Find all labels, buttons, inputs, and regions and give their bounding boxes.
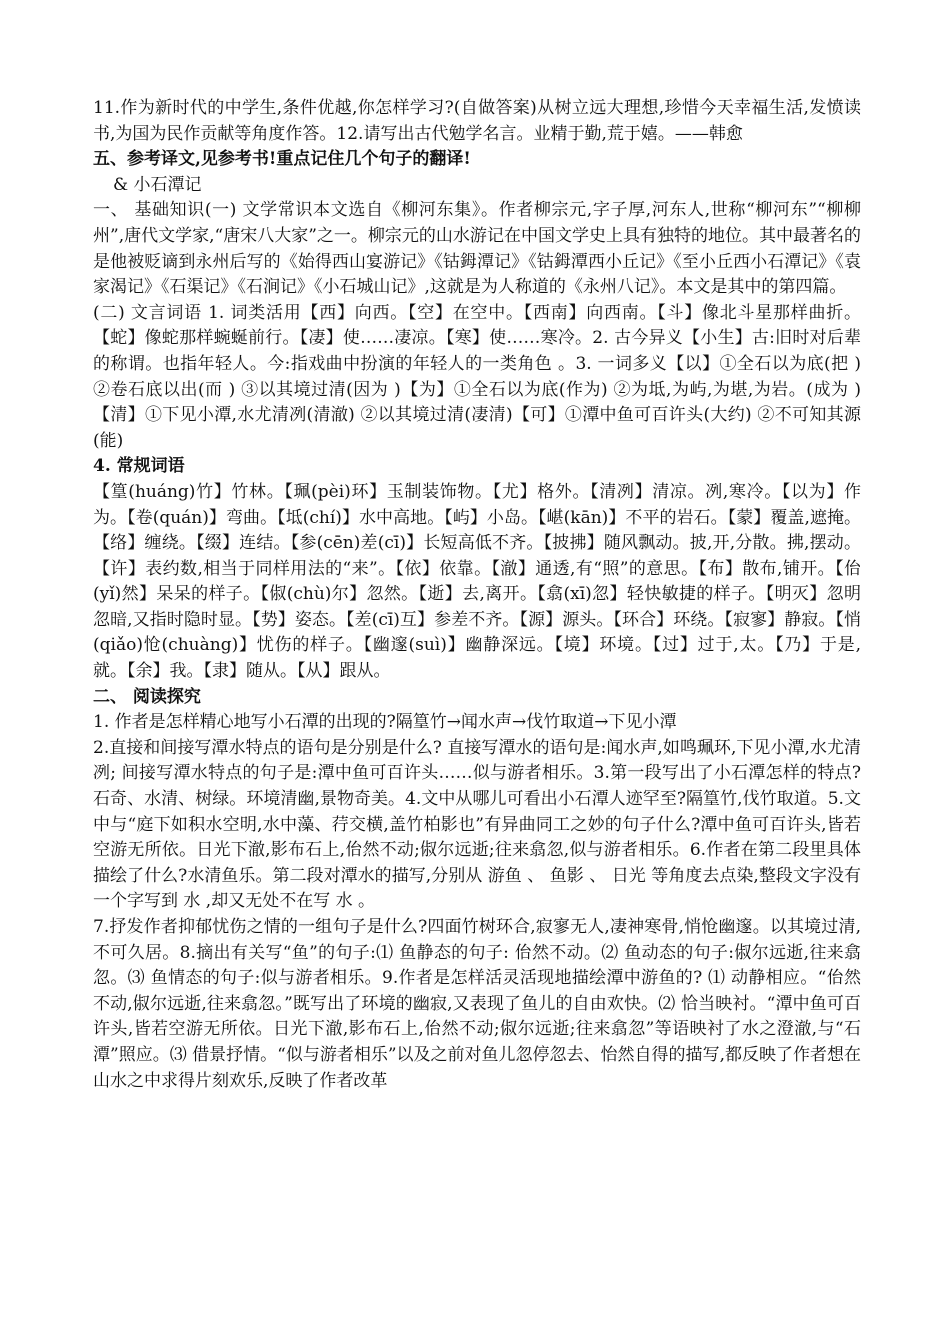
- paragraph: 五、参考译文,见参考书!重点记住几个句子的翻译!: [93, 149, 471, 170]
- paragraph: (二) 文言词语 1. 词类活用【西】向西。【空】在空中。【西南】向西南。【斗】像北斗星那样曲折。【蛇】像蛇那样蜿蜒前行。【凄】使……凄凉。【寒】使……寒冷。2. 古今异义【小生】古:旧时对后辈的称谓。也指年轻人。今:指戏曲中扮演的年轻人的一类角色 。3. 一词多义【以】①全石以为底(把 ) ②卷石底以出(而 ) ③以其境过清(因为 )【为】①全石以为底(作为) ②为坻,为屿,为堪,为岩。(成为 )【清】①下见小潭,水尤清冽(清澈) ②以其境过清(凄清)【可】①潭中鱼可百许头(大约) ②不可知其源(能): [93, 302, 861, 451]
- paragraph: 【篁(huáng)竹】竹林。【珮(pèi)环】玉制装饰物。【尤】格外。【清冽】清凉。冽,寒冷。【以为】作为。【卷(quán)】弯曲。【坻(chí)】水中高地。【屿】小岛。【嵁(kān)】不平的岩石。【蒙】覆盖,遮掩。【络】缠绕。【缀】连结。【参(cēn)差(cī)】长短高低不齐。【披拂】随风飘动。披,开,分散。拂,摆动。【许】表约数,相当于同样用法的“来”。【依】依靠。【澈】通透,有“照”的意思。【布】散布,铺开。【佁(yǐ)然】呆呆的样子。【俶(chù)尔】忽然。【逝】去,离开。【翕(xī)忽】轻快敏捷的样子。【明灭】忽明忽暗,又指时隐时显。【势】姿态。【差(cī)互】参差不齐。【源】源头。【环合】环绕。【寂寥】静寂。【悄(qiǎo)怆(chuàng)】忧伤的样子。【幽邃(suì)】幽静深远。【境】环境。【过】过于,太。【乃】于是,就。【余】我。【隶】随从。【从】跟从。: [93, 481, 861, 682]
- paragraph: 7.抒发作者抑郁忧伤之情的一组句子是什么?四面竹树环合,寂寥无人,凄神寒骨,悄怆幽邃。以其境过清,不可久居。8.摘出有关写“鱼”的句子:⑴ 鱼静态的句子: 佁然不动。⑵ 鱼动态的句子:俶尔远逝,往来翕忽。⑶ 鱼情态的句子:似与游者相乐。9.作者是怎样活灵活现地描绘潭中游鱼的? ⑴ 动静相应。“佁然不动,俶尔远逝,往来翕忽。”既写出了环境的幽寂,又表现了鱼儿的自由欢快。⑵ 恰当映衬。“潭中鱼可百许头,皆若空游无所依。日光下澈,影布石上,佁然不动;俶尔远逝;往来翕忽”等语映衬了水之澄澈,与“石潭”照应。⑶ 借景抒情。“似与游者相乐”以及之前对鱼儿忽停忽去、怡然自得的描写,都反映了作者想在山水之中求得片刻欢乐,反映了作者改革: [93, 917, 861, 1091]
- paragraph: 2.直接和间接写潭水特点的语句是分别是什么? 直接写潭水的语句是:闻水声,如鸣珮环,下见小潭,水尤清冽; 间接写潭水特点的句子是:潭中鱼可百许头……似与游者相乐。3.第一段写出了小石潭怎样的特点?石奇、水清、树绿。环境清幽,景物奇美。4.文中从哪儿可看出小石潭人迹罕至?隔篁竹,伐竹取道。5.文中与“庭下如积水空明,水中藻、荇交横,盖竹柏影也”有异曲同工之妙的句子什么?潭中鱼可百许头,皆若空游无所依。日光下澈,影布石上,佁然不动;俶尔远逝;往来翕忽,似与游者相乐。6.作者在第二段里具体描绘了什么?水清鱼乐。第二段对潭水的描写,分别从 游鱼 、 鱼影 、 日光 等角度去点染,整段文字没有一个字写到 水 ,却又无处不在写 水 。: [93, 737, 862, 912]
- paragraph: & 小石潭记: [113, 174, 202, 195]
- paragraph: 二、 阅读探究: [93, 686, 201, 707]
- paragraph: 1. 作者是怎样精心地写小石潭的出现的?隔篁竹→闻水声→伐竹取道→下见小潭: [93, 712, 677, 733]
- document-page: [93, 96, 861, 1094]
- paragraph: 11.作为新时代的中学生,条件优越,你怎样学习?(自做答案)从树立远大理想,珍惜今天幸福生活,发愤读书,为国为民作贡献等角度作答。12.请写出古代勉学名言。业精于勤,荒于嬉。——韩愈: [93, 98, 861, 144]
- paragraph: 一、 基础知识(一) 文学常识本文选自《柳河东集》。作者柳宗元,字子厚,河东人,世称“柳河东”“柳柳州”,唐代文学家,“唐宋八大家”之一。柳宗元的山水游记在中国文学史上具有独特的地位。其中最著名的是他被贬谪到永州后写的《始得西山宴游记》《钴鉧潭记》《钴鉧潭西小丘记》《至小丘西小石潭记》《袁家渴记》《石渠记》《石涧记》《小石城山记》,这就是为人称道的《永州八记》。本文是其中的第四篇。: [93, 200, 861, 298]
- paragraph: 4. 常规词语: [93, 456, 185, 477]
